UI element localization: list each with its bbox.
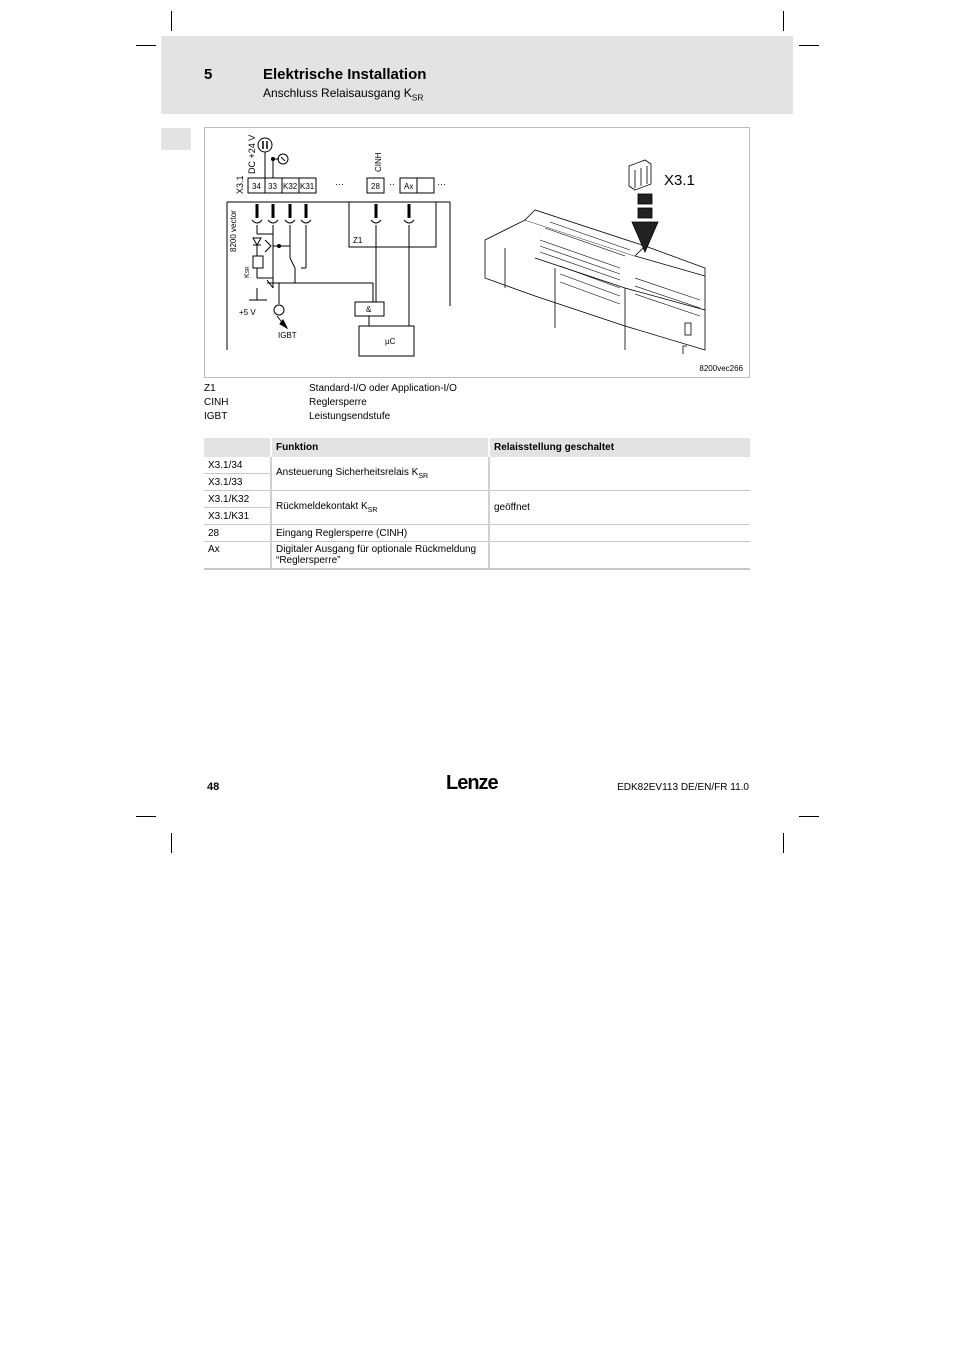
svg-text:···: ··· (335, 179, 344, 189)
header-state: Relaisstellung geschaltet (489, 438, 750, 457)
cell-function: Digitaler Ausgang für optionale Rückmeldung “Reglersperre” (271, 542, 489, 570)
cell-function: Rückmeldekontakt $K_{SR}$ (271, 491, 489, 525)
terminal-block-label: X3.1 (235, 175, 245, 194)
cell-terminal: X3.1/33 (204, 474, 271, 491)
cell-terminal: X3.1/34 (204, 457, 271, 474)
device-label: 8200 vector (229, 210, 238, 252)
crop-mark (799, 45, 819, 46)
crop-mark (171, 11, 172, 31)
cell-terminal: 28 (204, 525, 271, 542)
cell-terminal: X3.1/K31 (204, 508, 271, 525)
cell-function: Eingang Reglersperre (CINH) (271, 525, 489, 542)
ksr-label: KSR (244, 266, 251, 278)
wiring-figure (204, 127, 750, 378)
terminal-k32: K32 (283, 182, 298, 191)
terminal-28: 28 (371, 182, 380, 191)
page-number: 48 (207, 781, 220, 793)
chapter-header (161, 36, 793, 114)
crop-mark (783, 11, 784, 31)
section-subtitle: Anschluss Relaisausgang $K_{SR}$ (263, 86, 424, 103)
and-gate-label: & (366, 305, 372, 314)
crop-mark (783, 833, 784, 853)
terminal-table (204, 438, 750, 570)
connector-label: X3.1 (664, 172, 695, 189)
cell-state: geöffnet (489, 491, 750, 525)
terminal-34: 34 (252, 182, 261, 191)
header-function: Funktion (271, 438, 489, 457)
crop-mark (136, 816, 156, 817)
plus5v-label: +5 V (239, 308, 256, 317)
cell-terminal: Ax (204, 542, 271, 570)
table-row (204, 491, 750, 508)
z1-label: Z1 (353, 236, 363, 245)
cell-terminal: X3.1/K32 (204, 491, 271, 508)
table-row (204, 457, 750, 474)
document-id: EDK82EV113 DE/EN/FR 11.0 (617, 782, 749, 793)
uc-label: µC (385, 337, 396, 346)
terminal-k31: K31 (300, 182, 315, 191)
cell-state (489, 525, 750, 542)
crop-mark (136, 45, 156, 46)
header-terminal (204, 438, 271, 457)
table-row (204, 542, 750, 570)
terminal-ax: Ax (404, 182, 414, 191)
legend-row: IGBT Leistungsendstufe (204, 411, 391, 422)
figure-legend (204, 383, 604, 425)
cell-function: Ansteuerung Sicherheitsrelais $K_{SR}$ (271, 457, 489, 491)
igbt-label: IGBT (278, 331, 297, 340)
crop-mark (171, 833, 172, 853)
device-illustration (485, 160, 705, 354)
cinh-label: CINH (374, 152, 383, 172)
side-tab (161, 128, 191, 150)
legend-row: Z1 Standard-I/O oder Application-I/O (204, 383, 457, 394)
cell-state (489, 457, 750, 491)
crop-mark (799, 816, 819, 817)
cell-state (489, 542, 750, 570)
chapter-number: 5 (204, 66, 213, 83)
lenze-logo: Lenze (446, 772, 498, 794)
figure-code: 8200vec266 (699, 364, 743, 373)
table-header-row (204, 438, 750, 457)
terminal-33: 33 (268, 182, 277, 191)
table-row (204, 525, 750, 542)
svg-text:···: ··· (437, 179, 446, 189)
chapter-title: Elektrische Installation (263, 66, 427, 83)
legend-row: CINH Reglersperre (204, 397, 367, 408)
wiring-diagram (205, 128, 751, 379)
supply-label: DC +24 V (247, 134, 257, 174)
svg-text:··: ·· (389, 179, 395, 189)
